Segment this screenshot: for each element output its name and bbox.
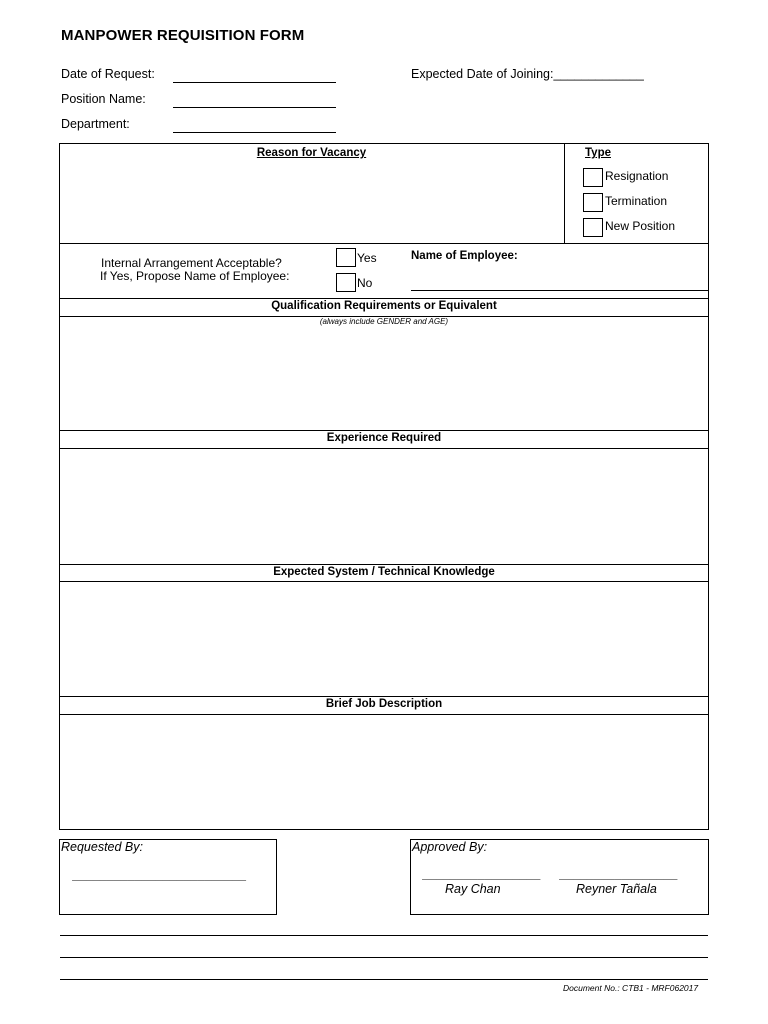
requested-by-label: Requested By:: [61, 840, 143, 854]
divider: [59, 243, 709, 244]
type-heading: Type: [585, 147, 611, 159]
new-position-checkbox[interactable]: [583, 218, 603, 237]
position-name-label: Position Name:: [61, 92, 146, 106]
resignation-checkbox[interactable]: [583, 168, 603, 187]
document-number: Document No.: CTB1 - MRF062017: [563, 983, 699, 993]
vacancy-divider: [564, 143, 565, 243]
system-knowledge-field[interactable]: [60, 582, 708, 695]
job-description-heading: Brief Job Description: [325, 698, 443, 710]
divider: [59, 430, 709, 431]
qualification-heading: Qualification Requirements or Equivalent: [271, 300, 497, 312]
remarks-line[interactable]: [60, 979, 708, 980]
yes-label: Yes: [357, 251, 377, 265]
approver-1-signature-line[interactable]: _________________: [423, 867, 542, 881]
divider: [59, 564, 709, 565]
resignation-label: Resignation: [605, 169, 669, 183]
no-label: No: [357, 276, 373, 290]
termination-checkbox[interactable]: [583, 193, 603, 212]
position-name-field[interactable]: [173, 107, 336, 108]
yes-checkbox[interactable]: [336, 248, 356, 267]
approver-2-signature-line[interactable]: _________________: [560, 867, 679, 881]
internal-arrangement-label: Internal Arrangement Acceptable?: [101, 256, 282, 270]
no-checkbox[interactable]: [336, 273, 356, 292]
divider: [59, 298, 709, 299]
remarks-line[interactable]: [60, 957, 708, 958]
name-of-employee-field[interactable]: [411, 290, 708, 291]
expected-date-of-joining-field[interactable]: Expected Date of Joining:_____________: [411, 67, 644, 81]
experience-heading: Experience Required: [326, 432, 442, 444]
remarks-line[interactable]: [60, 935, 708, 936]
termination-label: Termination: [605, 194, 668, 208]
qualification-note: (always include GENDER and AGE): [319, 317, 449, 326]
qualification-field[interactable]: [60, 328, 708, 429]
reason-for-vacancy-field[interactable]: [60, 165, 563, 242]
reason-for-vacancy-heading: Reason for Vacancy: [256, 147, 367, 159]
divider: [59, 696, 709, 697]
propose-name-label: If Yes, Propose Name of Employee:: [100, 269, 290, 283]
experience-field[interactable]: [60, 449, 708, 563]
form-title: MANPOWER REQUISITION FORM: [61, 27, 305, 44]
department-field[interactable]: [173, 132, 336, 133]
department-label: Department:: [61, 117, 130, 131]
date-of-request-label: Date of Request:: [61, 67, 155, 81]
approver-1-name: Ray Chan: [445, 882, 501, 896]
job-description-field[interactable]: [60, 715, 708, 829]
name-of-employee-label: Name of Employee:: [411, 250, 518, 262]
system-knowledge-heading: Expected System / Technical Knowledge: [273, 566, 495, 578]
approved-by-label: Approved By:: [412, 840, 488, 854]
requested-by-signature-line[interactable]: _________________________: [73, 868, 247, 882]
approver-2-name: Reyner Tañala: [576, 882, 657, 896]
date-of-request-field[interactable]: [173, 82, 336, 83]
new-position-label: New Position: [605, 219, 676, 233]
